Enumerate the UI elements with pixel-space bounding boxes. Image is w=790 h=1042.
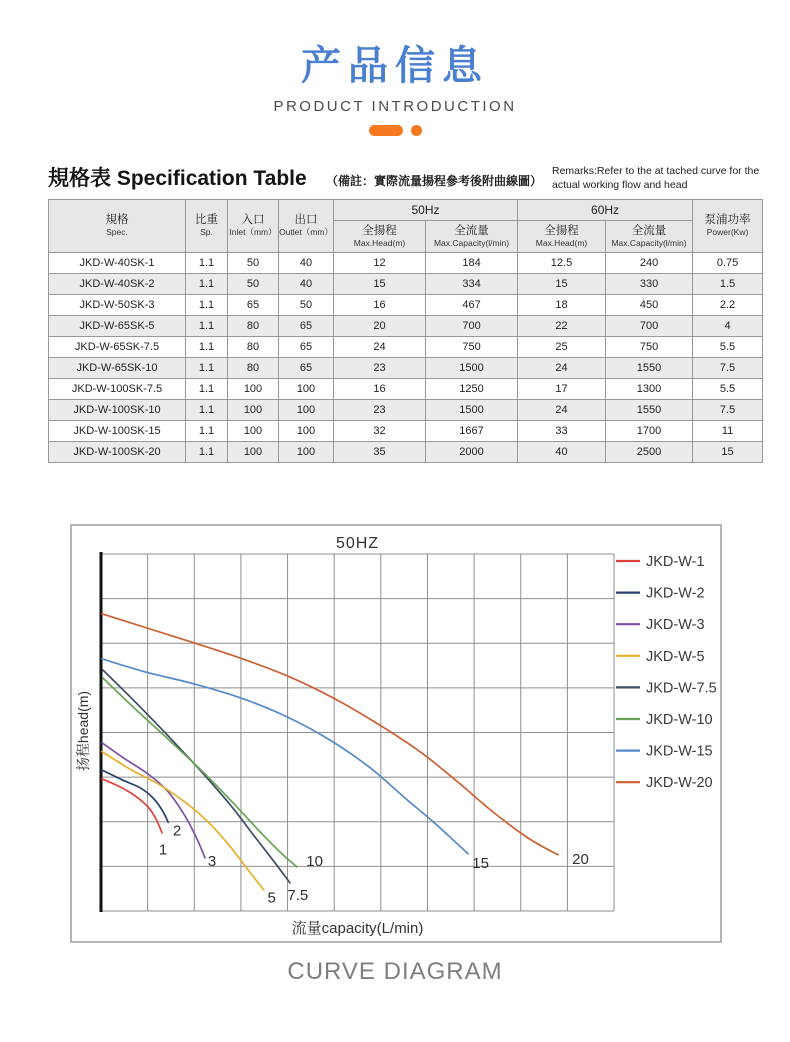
cell: 40 [518, 442, 606, 463]
specification-table [48, 199, 763, 463]
cell: 50 [279, 295, 334, 316]
cell: 1.1 [186, 400, 228, 421]
col-header-head-60hz-en: Max.Head(m) [535, 237, 588, 248]
col-header-capacity-60hz [606, 221, 693, 253]
cell: JKD-W-100SK-10 [49, 400, 186, 421]
cell: JKD-W-65SK-10 [49, 358, 186, 379]
cell: 2000 [426, 442, 518, 463]
curve-end-label: 5 [267, 889, 276, 907]
legend-item [616, 586, 705, 602]
curve-JKD-W-5 [102, 752, 264, 890]
cell: 15 [334, 274, 426, 295]
col-header-outlet-en: Outlet（mm） [279, 227, 333, 238]
cell: 23 [334, 400, 426, 421]
spec-table-title [48, 162, 307, 192]
cell: 17 [518, 379, 606, 400]
cell: JKD-W-50SK-3 [49, 295, 186, 316]
cell: 15 [693, 442, 763, 463]
spec-remark-en: Remarks:Refer to the at tached curve for the actual working flow and head [552, 165, 760, 191]
col-header-outlet-cn: 出口 [294, 214, 318, 227]
legend-label: JKD-W-5 [646, 648, 705, 665]
col-header-head-60hz-cn: 全揚程 [544, 224, 579, 237]
col-header-power [693, 200, 763, 253]
cell: 24 [334, 337, 426, 358]
cell: 100 [228, 442, 279, 463]
col-header-inlet [228, 200, 279, 253]
cell: 1500 [426, 358, 518, 379]
cell: 1.5 [693, 274, 763, 295]
table-row [49, 442, 763, 463]
cell: 1550 [606, 358, 693, 379]
col-header-capacity-50hz [426, 221, 518, 253]
legend-label: JKD-W-1 [646, 554, 705, 570]
cell: JKD-W-40SK-1 [49, 253, 186, 274]
accent-dot [411, 125, 422, 136]
cell: 22 [518, 316, 606, 337]
col-header-head-50hz [334, 221, 426, 253]
legend-item [616, 744, 713, 760]
spec-note-cn: （備註：實際流量揚程參考後附曲線圖） [325, 174, 542, 188]
col-header-capacity-50hz-en: Max.Capacity(l/min) [433, 237, 510, 248]
legend-label: JKD-W-3 [646, 617, 705, 634]
col-header-head-50hz-en: Max.Head(m) [353, 237, 406, 248]
cell: 25 [518, 337, 606, 358]
cell: JKD-W-100SK-15 [49, 421, 186, 442]
cell: 15 [518, 274, 606, 295]
table-row [49, 295, 763, 316]
cell: 1.1 [186, 316, 228, 337]
col-header-spec [49, 200, 186, 253]
col-header-spec-cn: 規格 [105, 214, 129, 227]
cell: 334 [426, 274, 518, 295]
cell: 80 [228, 337, 279, 358]
col-header-head-50hz-cn: 全揚程 [362, 224, 397, 237]
spec-section-header [48, 162, 764, 192]
cell: 0.75 [693, 253, 763, 274]
group-header-50hz: 50Hz [334, 200, 518, 221]
cell: 750 [426, 337, 518, 358]
cell: 1.1 [186, 253, 228, 274]
cell: 1250 [426, 379, 518, 400]
cell: 100 [279, 421, 334, 442]
cell: 1550 [606, 400, 693, 421]
cell: 40 [279, 253, 334, 274]
curve-end-label: 1 [158, 841, 168, 859]
legend-item [616, 712, 713, 728]
x-axis-label: 流量capacity(L/min) [291, 920, 424, 937]
cell: 100 [279, 400, 334, 421]
cell: 1300 [606, 379, 693, 400]
cell: 23 [334, 358, 426, 379]
spec-table-title-en: Specification Table [116, 167, 307, 190]
cell: 20 [334, 316, 426, 337]
legend-item [616, 649, 705, 665]
col-header-capacity-50hz-cn: 全流量 [454, 224, 489, 237]
cell: 16 [334, 379, 426, 400]
curve-end-label: 10 [306, 852, 323, 870]
legend-label: JKD-W-20 [646, 775, 713, 792]
cell: 1500 [426, 400, 518, 421]
col-header-outlet [279, 200, 334, 253]
cell: 100 [228, 400, 279, 421]
col-header-spec-en: Spec. [106, 227, 128, 238]
cell: 24 [518, 358, 606, 379]
curve-end-label: 15 [472, 854, 489, 872]
cell: 1.1 [186, 421, 228, 442]
chart-title: 50HZ [335, 535, 380, 552]
cell: 65 [279, 358, 334, 379]
legend-label: JKD-W-15 [646, 743, 713, 760]
curve-JKD-W-10 [103, 678, 297, 867]
curve-end-label: 2 [172, 822, 182, 840]
table-row [49, 421, 763, 442]
cell: JKD-W-100SK-20 [49, 442, 186, 463]
cell: JKD-W-100SK-7.5 [49, 379, 186, 400]
curve-chart-box [70, 524, 722, 943]
curve-end-label: 20 [572, 851, 589, 869]
spec-table-body [49, 253, 763, 463]
cell: 1667 [426, 421, 518, 442]
cell: 700 [606, 316, 693, 337]
cell: 100 [228, 421, 279, 442]
cell: 7.5 [693, 358, 763, 379]
legend-label: JKD-W-7.5 [646, 680, 717, 697]
accent-bar [369, 125, 403, 136]
page-subtitle: PRODUCT INTRODUCTION [273, 98, 517, 115]
cell: 450 [606, 295, 693, 316]
legend-label: JKD-W-2 [646, 585, 705, 602]
col-header-gravity-cn: 比重 [195, 214, 218, 227]
col-header-gravity-en: Sp. [200, 227, 213, 238]
legend-item [616, 617, 705, 633]
cell: 100 [279, 379, 334, 400]
curve-JKD-W-20 [102, 614, 558, 855]
cell: 330 [606, 274, 693, 295]
page-title: 产品信息 [301, 44, 489, 88]
curve-end-label: 7.5 [287, 886, 309, 904]
legend-item [616, 775, 713, 791]
cell: 467 [426, 295, 518, 316]
legend-label: JKD-W-10 [646, 712, 713, 728]
col-header-inlet-en: Inlet（mm） [229, 227, 277, 238]
curve-end-label: 3 [207, 852, 217, 870]
cell: 5.5 [693, 379, 763, 400]
cell: 16 [334, 295, 426, 316]
table-row [49, 379, 763, 400]
cell: 700 [426, 316, 518, 337]
cell: 1.1 [186, 337, 228, 358]
col-header-power-cn: 泵浦功率 [704, 214, 751, 227]
col-header-capacity-60hz-en: Max.Capacity(l/min) [611, 237, 687, 248]
cell: 11 [693, 421, 763, 442]
cell: 80 [228, 316, 279, 337]
cell: 35 [334, 442, 426, 463]
col-header-head-60hz [518, 221, 606, 253]
cell: 5.5 [693, 337, 763, 358]
cell: 1.1 [186, 379, 228, 400]
cell: JKD-W-65SK-5 [49, 316, 186, 337]
cell: 40 [279, 274, 334, 295]
spec-table-title-cn: 規格表 [48, 167, 111, 190]
table-row [49, 358, 763, 379]
curve-JKD-W-1 [102, 779, 162, 833]
accent-divider [0, 124, 790, 136]
col-header-gravity [186, 200, 228, 253]
chart-grid [101, 554, 614, 911]
cell: 7.5 [693, 400, 763, 421]
cell: 1.1 [186, 358, 228, 379]
cell: 33 [518, 421, 606, 442]
table-row [49, 400, 763, 421]
cell: 100 [228, 379, 279, 400]
curve-JKD-W-7.5 [103, 670, 290, 883]
cell: 184 [426, 253, 518, 274]
cell: JKD-W-40SK-2 [49, 274, 186, 295]
cell: 80 [228, 358, 279, 379]
cell: 18 [518, 295, 606, 316]
curve-diagram-caption: CURVE DIAGRAM [287, 958, 503, 985]
col-header-power-en: Power(Kw) [706, 227, 749, 238]
cell: 240 [606, 253, 693, 274]
cell: 1.1 [186, 442, 228, 463]
cell: 12 [334, 253, 426, 274]
legend-item [616, 680, 717, 696]
cell: 1.1 [186, 295, 228, 316]
cell: 1700 [606, 421, 693, 442]
col-header-capacity-60hz-cn: 全流量 [631, 224, 667, 237]
cell: 65 [279, 316, 334, 337]
cell: JKD-W-65SK-7.5 [49, 337, 186, 358]
cell: 2500 [606, 442, 693, 463]
y-axis-label: 扬程head(m) [75, 690, 91, 772]
cell: 65 [228, 295, 279, 316]
cell: 12.5 [518, 253, 606, 274]
cell: 50 [228, 274, 279, 295]
group-header-60hz: 60Hz [518, 200, 693, 221]
table-row [49, 253, 763, 274]
cell: 65 [279, 337, 334, 358]
table-row [49, 337, 763, 358]
cell: 2.2 [693, 295, 763, 316]
table-row [49, 316, 763, 337]
cell: 4 [693, 316, 763, 337]
cell: 750 [606, 337, 693, 358]
curve-chart-svg [72, 526, 720, 941]
table-row [49, 274, 763, 295]
legend-item [616, 554, 705, 570]
cell: 100 [279, 442, 334, 463]
cell: 1.1 [186, 274, 228, 295]
col-header-inlet-cn: 入口 [241, 214, 265, 227]
cell: 24 [518, 400, 606, 421]
cell: 32 [334, 421, 426, 442]
cell: 50 [228, 253, 279, 274]
